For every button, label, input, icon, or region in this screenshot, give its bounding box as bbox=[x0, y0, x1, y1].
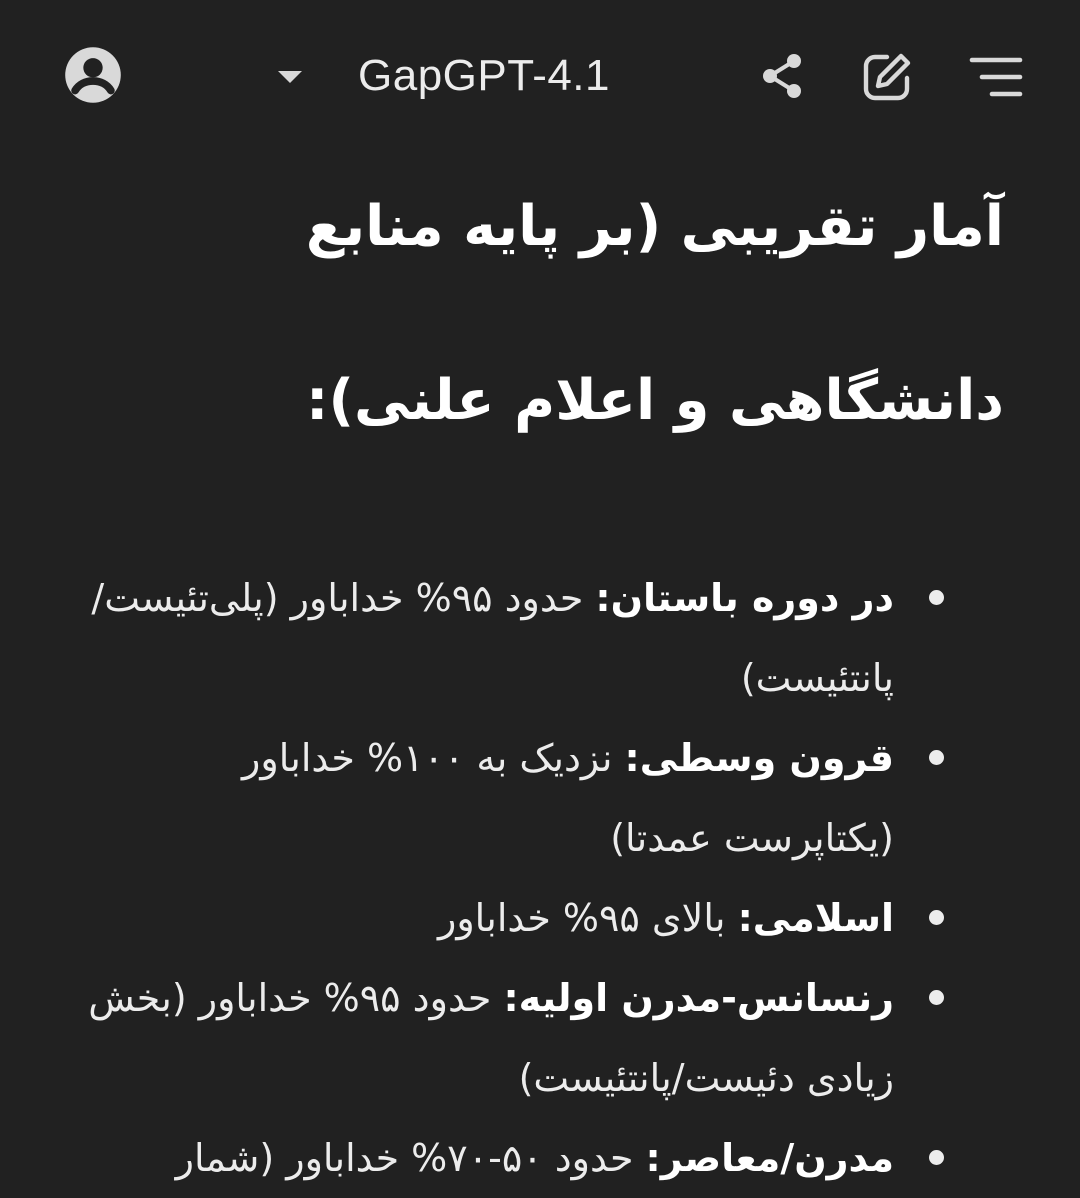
message-heading: آمار تقریبی (بر پایه منابع دانشگاهی و اعلام علنی): bbox=[305, 194, 1004, 433]
menu-button[interactable] bbox=[966, 52, 1026, 102]
menu-icon bbox=[968, 54, 1024, 100]
account-circle-icon bbox=[64, 46, 122, 104]
list-item bbox=[64, 1118, 894, 1198]
bullet-dot bbox=[929, 990, 944, 1005]
list-item bbox=[64, 958, 894, 1118]
bullet-dot bbox=[929, 910, 944, 925]
item-label: در دوره باستان: bbox=[595, 576, 894, 620]
model-dropdown-button[interactable] bbox=[270, 60, 310, 94]
assistant-message bbox=[64, 140, 1004, 1198]
item-text: حدود ۹۵% خداباور (پلی‌تئیست/پانتئیست) bbox=[91, 576, 894, 700]
list-item bbox=[64, 878, 894, 958]
item-text: نزدیک به ۱۰۰% خداباور (یکتاپرست عمدتا) bbox=[242, 736, 894, 860]
list-item bbox=[64, 558, 894, 718]
bullet-list bbox=[64, 558, 1004, 1198]
item-text: بالای ۹۵% خداباور bbox=[437, 896, 738, 940]
new-chat-button[interactable] bbox=[858, 48, 916, 106]
item-label: قرون وسطی: bbox=[624, 736, 894, 780]
bullet-dot bbox=[929, 750, 944, 765]
caret-down-icon bbox=[276, 69, 304, 85]
item-text: حدود ۵۰-۷۰% خداباور (شمار bbox=[175, 1136, 646, 1180]
top-app-bar bbox=[0, 0, 1080, 150]
model-name[interactable]: GapGPT-4.1 bbox=[358, 51, 611, 100]
share-button[interactable] bbox=[754, 48, 810, 104]
item-label: مدرن/معاصر: bbox=[645, 1136, 894, 1180]
profile-button[interactable] bbox=[62, 44, 124, 106]
bullet-dot bbox=[929, 1150, 944, 1165]
share-icon bbox=[758, 51, 806, 101]
item-text: حدود ۹۵% خداباور (بخش زیادی دئیست/پانتئیست) bbox=[88, 976, 894, 1100]
item-label: رنسانس-مدرن اولیه: bbox=[503, 976, 894, 1020]
list-item bbox=[64, 718, 894, 878]
bullet-dot bbox=[929, 590, 944, 605]
edit-icon bbox=[861, 51, 913, 103]
item-label: اسلامی: bbox=[737, 896, 894, 940]
